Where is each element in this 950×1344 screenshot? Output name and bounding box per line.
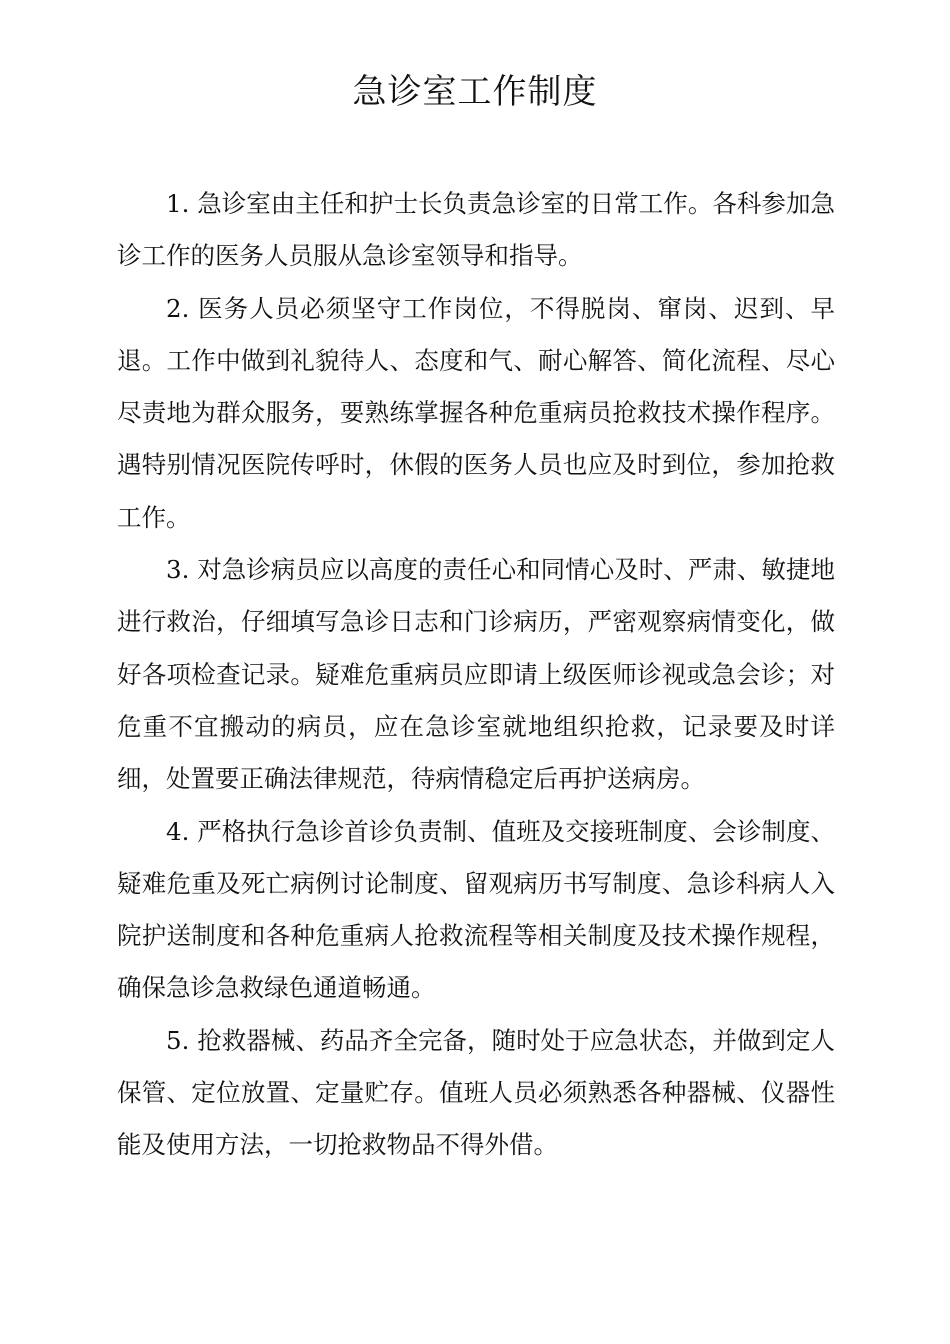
- paragraph-2: 2. 医务人员必须坚守工作岗位，不得脱岗、窜岗、迟到、早退。工作中做到礼貌待人、态度和气、耐心解答、简化流程、尽心尽责地为群众服务，要熟练掌握各种危重病员抢救技术操作程序。遇特别情况医院传呼时，休假的医务人员也应及时到位，参加抢救工作。: [117, 293, 835, 532]
- document-body: [117, 178, 835, 1172]
- paragraph-1: 1. 急诊室由主任和护士长负责急诊室的日常工作。各科参加急诊工作的医务人员服从急诊室领导和指导。: [117, 189, 835, 271]
- paragraph-3: 3. 对急诊病员应以高度的责任心和同情心及时、严肃、敏捷地进行救治，仔细填写急诊日志和门诊病历，严密观察病情变化，做好各项检查记录。疑难危重病员应即请上级医师诊视或急会诊；对危重不宜搬动的病员，应在急诊室就地组织抢救，记录要及时详细，处置要正确法律规范，待病情稳定后再护送病房。: [117, 555, 835, 794]
- document-title: 急诊室工作制度: [352, 72, 598, 112]
- paragraph-4: 4. 严格执行急诊首诊负责制、值班及交接班制度、会诊制度、疑难危重及死亡病例讨论制度、留观病历书写制度、急诊科病人入院护送制度和各种危重病人抢救流程等相关制度及技术操作规程，确保急诊急救绿色通道畅通。: [117, 816, 835, 1003]
- paragraph-5: 5. 抢救器械、药品齐全完备，随时处于应急状态，并做到定人保管、定位放置、定量贮存。值班人员必须熟悉各种器械、仪器性能及使用方法，一切抢救物品不得外借。: [117, 1025, 835, 1160]
